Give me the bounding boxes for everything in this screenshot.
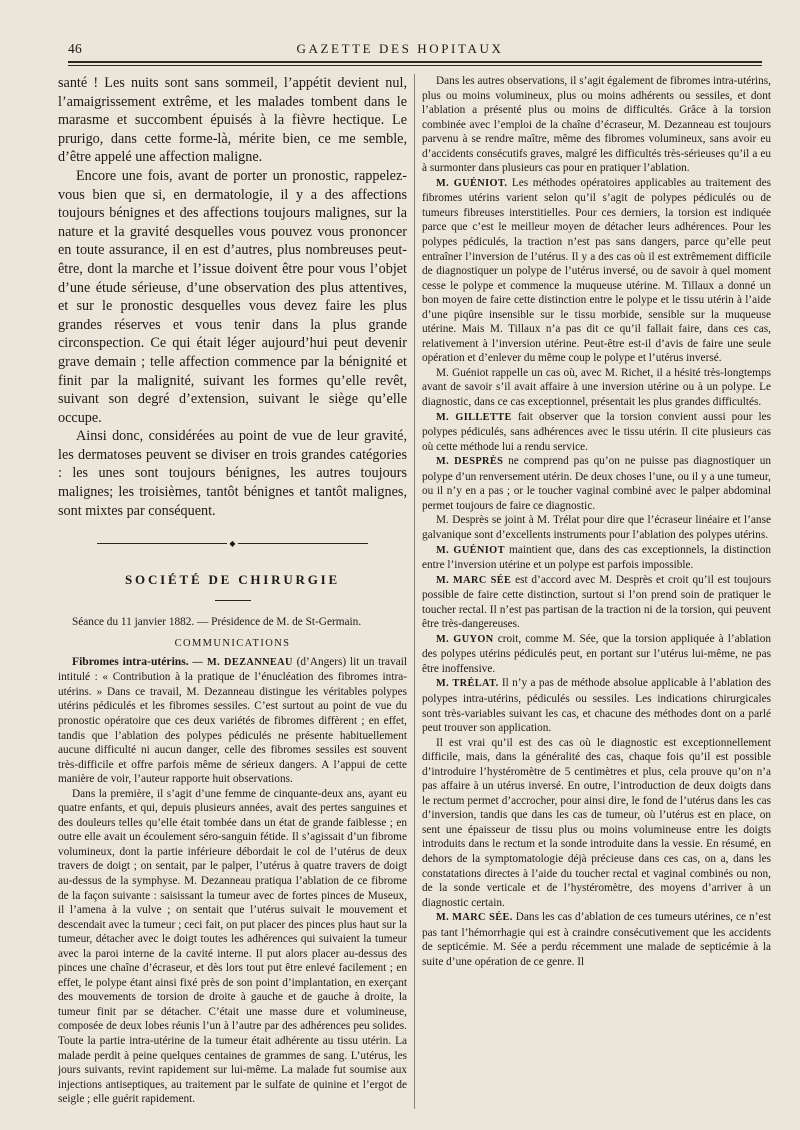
- paragraph-text: Dans les autres observations, il s’agit également de fibromes intra-utérins, plus ou moins volumineux, plus ou moins adhérents ou sessiles, et dont l’ablation a présenté plus ou moins de difficultés. Grâce à la torsion combinée avec l’emploi de la chaîne d’écraseur, M. Dezanneau est toujours parvenu à se rendre maître, même des fibromes volumineux, sans avoir eu d’accidents consécutifs graves, malgré les difficultés très-sérieuses qu’il a eu à surmonter dans plusieurs cas pour en pratiquer l’ablation.: [422, 75, 771, 175]
- paragraph: Encore une fois, avant de porter un pronostic, rappelez-vous bien que si, en dermatologie, il y a des affections toujours bénignes et des affections toujours malignes, sur la nature et la gravité desquelles vous pouvez vous prononcer en toute assurance, il en est d’autres, plus nombreuses peut-être, dont la marche et l’issue doivent être pour vous l’objet d’une étude sérieuse, d’une observation des plus attentives, et sur le pronostic desquelles vous devez faire les plus grandes réserves et vous tenir dans la plus grande circonspection. Ce qui était léger aujourd’hui peut devenir grave demain ; telle affection commence par la bénignité et finit par la malignité, suivant les formes qu’elle revêt, suivant son degré d’extension, suivant le siège qu’elle occupe.: [58, 167, 407, 426]
- paragraph-text: M. Guéniot rappelle un cas où, avec M. Richet, il a hésité très-longtemps avant de savoir s’il avait affaire à une inversion utérine ou à un polype. Le diagnostic, dans ce cas exceptionnel, présentait les plus grandes difficultés.: [422, 366, 771, 409]
- paragraph-text: Il est vrai qu’il est des cas où le diagnostic est exceptionnellement difficile, mais, dans la généralité des cas, chaque fois qu’il est possible d’introduire l’hystéromètre de 5 centimètres et plus, cela prouve qu’on n’a pas affaire à un utérus inversé. En outre, l’introduction de deux doigts dans le rectum permet d’accrocher, pour ainsi dire, le fond de l’utérus dans les cas d’inversion, tandis que dans les cas de tumeur, où l’utérus est en place, on sent une épaisseur de tissu plus ou moins volumineuse entre les doigts introduits dans le rectum et la sonde introduite dans la vessie. En résumé, en dehors de la symptomatologie déjà précieuse dans ces cas, on a, dans les constatations directes à l’aide du toucher rectal et vaginal combinés ou non, de la sonde verticale et de l’hystéromètre, des moyens d’arriver à un diagnostic certain.: [422, 736, 771, 909]
- lead-paragraph: [58, 655, 407, 787]
- ornament-line: [238, 543, 368, 544]
- left-column: [58, 74, 407, 1108]
- speaker-name: M. GUÉNIOT: [436, 544, 505, 556]
- society-report-left: [58, 655, 407, 1107]
- paragraph: Dans la première, il s’agit d’une femme de cinquante-deux ans, ayant eu quatre enfants, et qui, depuis plusieurs années, avait des pertes sanguines et des douleurs telles qu’elle était tombée dans un état de grande faiblesse ; en outre elle avait un écoulement séro-sanguin fétide. Il s’agissait d’un fibrome volumineux, dont la partie inférieure débordait le col de l’utérus de deux travers de doigt ; on sentait, par le palper, l’utérus à quatre travers de doigt au-dessus de la symphyse. M. Dezanneau pratiqua l’ablation de ce fibrome de la façon suivante : saisissant la tumeur avec de fortes pinces de Museux, il l’amena à la vulve ; on sentait que l’utérus suivait le mouvement et descendait avec la tumeur ; ceci fait, on put placer des pinces plus haut sur la tumeur, détacher avec le doigt toutes les adhérences qui suivaient la tumeur avec la paroi interne de la cavité interne. Il put alors placer au-dessus des pinces une chaîne d’écraseur, et dès lors tout put être enlevé facilement ; en effet, le polype étant ainsi fixé près de son point d’implantation, en exerçant des mouvements de torsion de droite à gauche et de gauche à droite, la tumeur finit par se détacher. C’était une masse dure et volumineuse, composée de deux lobes réunis l’un à l’autre par des adhérences peu solides. Toute la partie intra-utérine de la tumeur était adhérente au tissu utérin. La malade perdit à peine quelques centaines de grammes de sang. L’utérus, les jours suivants, revint rapidement sur lui-même. La malade fut soumise aux injections antiseptiques, au traitement par le sulfate de quinine et l’ergot de seigle ; elle guérit rapidement.: [58, 787, 407, 1106]
- paragraph-text: ne comprend pas qu’on ne puisse pas diagnostiquer un polype d’un renversement utérin. De deux choses l’une, ou il y a une tumeur, ou il n’y en a pas ; or le toucher vaginal combiné avec le palper abdominal permet toujours de faire ce diagnostic.: [422, 455, 771, 512]
- header-rule-thin: [68, 65, 762, 66]
- diamond-ornament-icon: ◆: [229, 539, 236, 549]
- speaker-name: M. GILLETTE: [436, 411, 512, 423]
- paragraph-text: fait observer que la torsion convient aussi pour les polypes pédiculés, sans adhérences avec le tissu utérin. Il cite plusieurs cas où cette méthode lui a rendu service.: [422, 410, 771, 453]
- session-line: Séance du 11 janvier 1882. — Présidence de M. de St-Germain.: [72, 616, 362, 629]
- paragraph-text: Les méthodes opératoires applicables au traitement des fibromes utérins varient selon qu’il s’agit de polypes pédiculés ou de tumeurs fibreuses interstitielles. Pour ces derniers, la torsion est indiquée parce que c’est le meilleur moyen de détacher leurs adhérences. Pour les polypes pédiculés, la traction n’est pas sans dangers, parce qu’elle peut entraîner l’inversion de l’utérus. Il y a des cas où il est extrêmement difficile de diagnostiquer un polype de l’utérus inversé, ou de savoir à quel moment cesse le polype et commence la muqueuse utérine. M. Tillaux a donné un bon moyen de faire cette distinction entre le polype et le tissu utérin à l’aide d’une piqûre insensible sur le tissu morbide, sensible sur la muqueuse utérine. Mais M. Tillaux n’a pas dit ce qu’il fallait faire, dans ces cas, relativement à l’inversion utérine. Peut-être est-il d’avis de faire une seule opération et d’enlever du même coup le polype et l’utérus inversé.: [422, 176, 771, 365]
- section-ornament: [58, 534, 407, 552]
- subheading: COMMUNICATIONS: [174, 637, 291, 649]
- paragraph-text: maintient que, dans des cas exceptionnels, la distinction entre l’inversion utérine et un polype est parfois impossible.: [422, 543, 771, 572]
- page-number: 46: [68, 41, 83, 56]
- section-title: SOCIÉTÉ DE CHIRURGIE: [125, 572, 340, 588]
- column-divider: [414, 74, 415, 1109]
- paragraph: [422, 676, 771, 735]
- running-title: GAZETTE DES HOPITAUX: [296, 41, 504, 56]
- paragraph: [422, 454, 771, 513]
- speaker-name: — M. DEZANNEAU: [192, 656, 293, 668]
- paragraph: [422, 910, 771, 969]
- paragraph: [422, 543, 771, 573]
- paragraph: Ainsi donc, considérées au point de vue de leur gravité, les dermatoses peuvent se diviser en trois grandes catégories : les unes sont toujours bénignes, les autres toujours malignes; les troisièmes, tantôt bénignes et tantôt malignes, sont mixtes par conséquent.: [58, 428, 407, 519]
- paragraph-text: (d’Angers) lit un travail intitulé : « Contribution à la pratique de l’énucléation des fibromes intra-utérins. » Dans ce travail, M. Dezanneau distingue les véritables polypes utérins pédiculés et les fibromes sessiles. C’est surtout au point de vue du pronostic opératoire que ces deux variétés de fibromes diffèrent ; en effet, tandis que l’ablation des polypes pédiculés ne présente habituellement aucune difficulté ni aucun danger, celle des fibromes sessiles est souvent très-difficile et offre parfois même de sérieux dangers. A l’appui de cette manière de voir, l’auteur rapporte huit observations.: [58, 655, 407, 786]
- paragraph: [422, 632, 771, 677]
- paragraph: [422, 176, 771, 366]
- paragraph: [422, 366, 771, 410]
- right-column: [422, 74, 771, 1108]
- paragraph: santé ! Les nuits sont sans sommeil, l’appétit devient nul, l’amaigrissement extrême, et les malades tombent dans le marasme et succombent épuisés à la fièvre hectique. Le prurigo, dans cette forme-là, mérite bien, ce me semble, d’être appelé une affection maligne.: [58, 75, 407, 166]
- speaker-name: M. GUÉNIOT.: [436, 177, 508, 189]
- header-rule-thick: [68, 61, 762, 63]
- paragraph: [422, 736, 771, 911]
- paragraph: [422, 410, 771, 455]
- speaker-name: M. MARC SÉE: [436, 574, 512, 586]
- speaker-name: M. DESPRÈS: [436, 456, 504, 468]
- section-rule: [215, 600, 251, 601]
- speaker-name: M. TRÉLAT.: [436, 678, 499, 690]
- ornament-line: [97, 543, 227, 544]
- speaker-name: M. MARC SÉE.: [436, 912, 513, 924]
- paragraph-text: croit, comme M. Sée, que la torsion appliquée à l’ablation des polypes utérins pédiculés peut, en portant sur l’utérus lui-même, ne pas être inoffensive.: [422, 632, 771, 675]
- paragraph: [422, 513, 771, 542]
- article-title: Fibromes intra-utérins.: [72, 654, 189, 668]
- paragraph: [422, 573, 771, 632]
- paragraph-text: est d’accord avec M. Desprès et croit qu’il est toujours possible de faire cette distinction, surtout si l’on prend soin de pratiquer le toucher rectal. Il n’est pas partisan de la traction ni de la torsion, qui peuvent être très-dangereuses.: [422, 573, 771, 631]
- society-report-right: [422, 74, 771, 969]
- speaker-name: M. GUYON: [436, 633, 494, 645]
- paragraph-text: M. Desprès se joint à M. Trélat pour dire que l’écraseur linéaire et l’anse galvanique sont d’excellents instruments pour l’ablation des polypes utérins.: [422, 514, 771, 541]
- paragraph-text: Il n’y a pas de méthode absolue applicable à l’ablation des polypes intra-utérins, pédiculés ou sessiles. Les indications chirurgicales sont très-variables suivant les cas, et chacune des méthodes dont on a parlé peut trouver son application.: [422, 677, 771, 735]
- paragraph: [422, 74, 771, 176]
- lecture-conclusion: [58, 74, 407, 520]
- paragraph-text: Dans les cas d’ablation de ces tumeurs utérines, ce n’est pas tant l’hémorrhagie qui est à craindre consécutivement que les accidents de septicémie. M. Sée a perdu récemment une malade de septicémie à la suite d’une opération de ce genre. Il: [422, 911, 771, 968]
